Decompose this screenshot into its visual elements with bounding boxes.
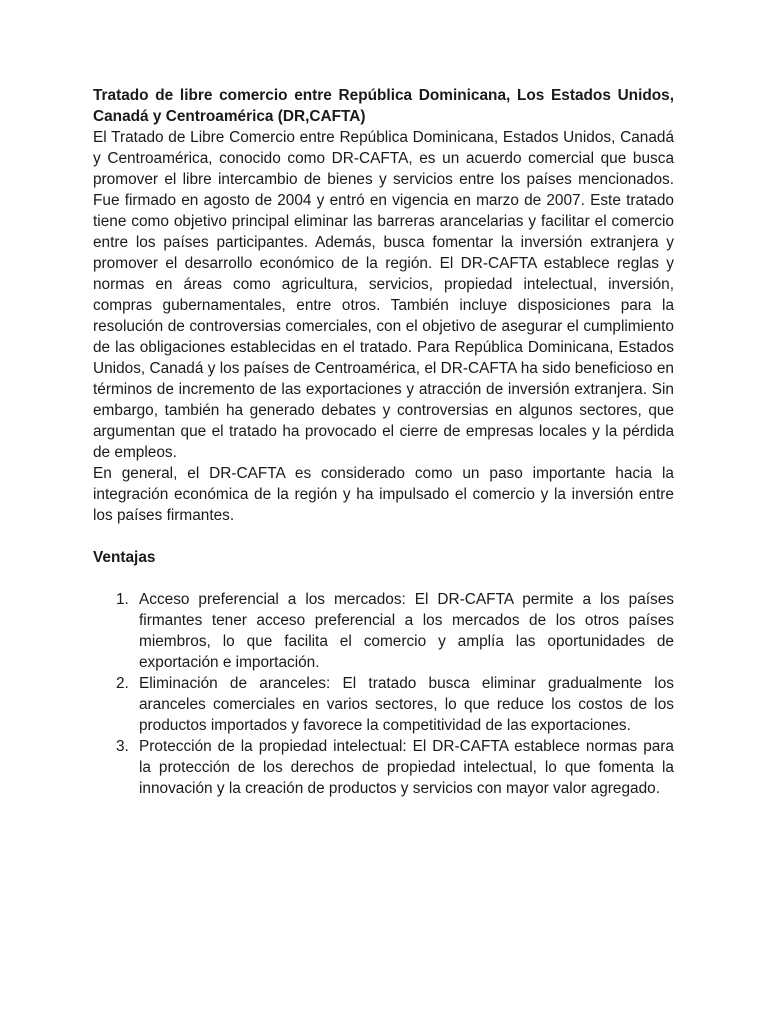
list-item	[93, 673, 674, 736]
summary-paragraph: En general, el DR-CAFTA es considerado como un paso importante hacia la integración económica de la región y ha impulsado el comercio y la inversión entre los países firmantes.	[93, 465, 674, 524]
ventajas-list	[93, 589, 674, 799]
list-item-text: Acceso preferencial a los mercados: El DR-CAFTA permite a los países firmantes tener acceso preferencial a los mercados de los otros países miembros, lo que facilita el comercio y amplía las oportunidades de exportación e importación.	[139, 591, 674, 671]
ventajas-heading: Ventajas	[93, 549, 156, 566]
document-page	[93, 85, 674, 799]
intro-paragraph: El Tratado de Libre Comercio entre República Dominicana, Estados Unidos, Canadá y Centroamérica, conocido como DR-CAFTA, es un acuerdo comercial que busca promover el libre intercambio de bienes y servicios entre los países mencionados. Fue firmado en agosto de 2004 y entró en vigencia en marzo de 2007. Este tratado tiene como objetivo principal eliminar las barreras arancelarias y facilitar el comercio entre los países participantes. Además, busca fomentar la inversión extranjera y promover el desarrollo económico de la región. El DR-CAFTA establece reglas y normas en áreas como agricultura, servicios, propiedad intelectual, inversión, compras gubernamentales, entre otros. También incluye disposiciones para la resolución de controversias comerciales, con el objetivo de asegurar el cumplimiento de las obligaciones establecidas en el tratado. Para República Dominicana, Estados Unidos, Canadá y los países de Centroamérica, el DR-CAFTA ha sido beneficioso en términos de incremento de las exportaciones y atracción de inversión extranjera. Sin embargo, también ha generado debates y controversias en algunos sectores, que argumentan que el tratado ha provocado el cierre de empresas locales y la pérdida de empleos.	[93, 129, 674, 461]
list-item-text: Protección de la propiedad intelectual: El DR-CAFTA establece normas para la protección de los derechos de propiedad intelectual, lo que fomenta la innovación y la creación de productos y servicios con mayor valor agregado.	[139, 738, 674, 797]
list-item	[93, 589, 674, 673]
list-item-number: 2.	[116, 675, 129, 692]
list-item-number: 3.	[116, 738, 129, 755]
list-item-text: Eliminación de aranceles: El tratado busca eliminar gradualmente los aranceles comerciales en varios sectores, lo que reduce los costos de los productos importados y favorece la competitividad de las exportaciones.	[139, 675, 674, 734]
list-item	[93, 736, 674, 799]
document-title: Tratado de libre comercio entre República Dominicana, Los Estados Unidos, Canadá y Centroamérica (DR,CAFTA)	[93, 87, 674, 125]
list-item-number: 1.	[116, 591, 129, 608]
